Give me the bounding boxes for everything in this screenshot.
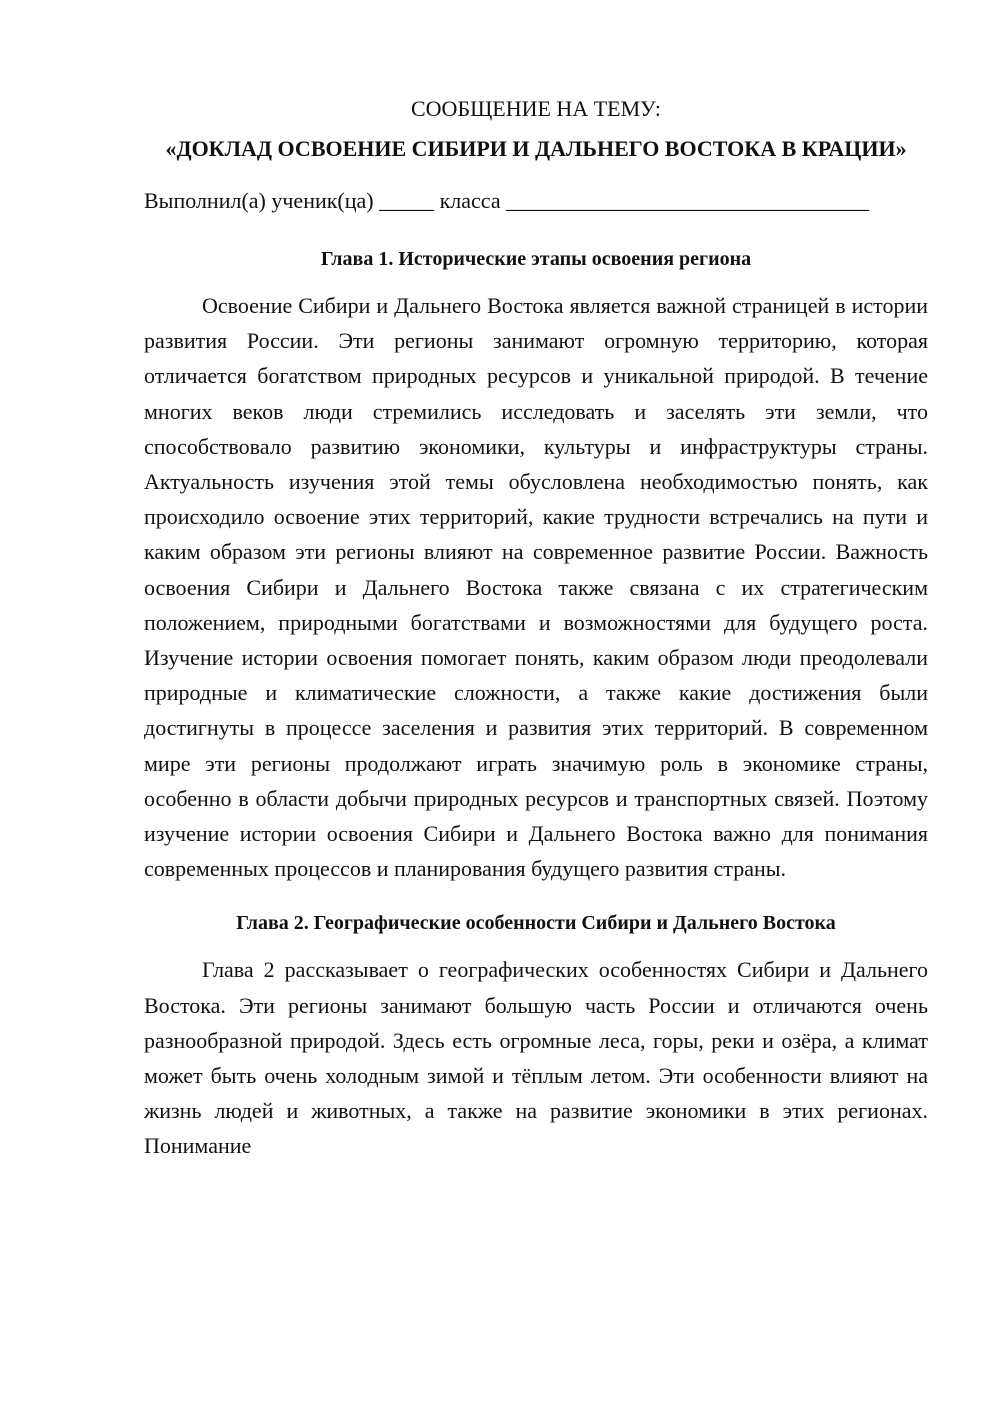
document-title: «ДОКЛАД ОСВОЕНИЕ СИБИРИ И ДАЛЬНЕГО ВОСТОКА В КРАЦИИ» [165,136,907,161]
chapter-heading: Глава 2. Географические особенности Сибири и Дальнего Востока [236,912,836,935]
topic-label: СООБЩЕНИЕ НА ТЕМУ: [411,96,661,121]
author-line: Выполнил(а) ученик(ца) _____ класса _________________________________ [144,188,870,213]
chapter-paragraph: Освоение Сибири и Дальнего Востока является важной страницей в истории развития России. Эти регионы занимают огромную территорию, которая отличается богатством природных ресурсов и уникальной природой. В течение многих веков люди стремились исследовать и заселять эти земли, что способствовало развитию экономики, культуры и инфраструктуры страны. Актуальность изучения этой темы обусловлена необходимостью понять, как происходило освоение этих территорий, какие трудности встречались на пути и каким образом эти регионы влияют на современное развитие России. Важность освоения Сибири и Дальнего Востока также связана с их стратегическим положением, природными богатствами и возможностями для будущего роста. Изучение истории освоения помогает понять, каким образом люди преодолевали природные и климатические сложности, а также какие достижения были достигнуты в процессе заселения и развития этих территорий. В современном мире эти регионы продолжают играть значимую роль в экономике страны, особенно в области добычи природных ресурсов и транспортных связей. Поэтому изучение истории освоения Сибири и Дальнего Востока важно для понимания современных процессов и планирования будущего развития страны. [144,293,928,882]
chapter-2 [144,908,928,1163]
chapter-paragraph: Глава 2 рассказывает о географических особенностях Сибири и Дальнего Востока. Эти регионы занимают большую часть России и отличаются очень разнообразной природой. Здесь есть огромные леса, горы, реки и озёра, а климат может быть очень холодным зимой и тёплым летом. Эти особенности влияют на жизнь людей и животных, а также на развитие экономики в этих регионах. Понимание [144,957,928,1159]
chapter-1 [144,244,928,886]
document-page [144,92,928,1186]
chapter-heading: Глава 1. Исторические этапы освоения региона [320,248,752,270]
